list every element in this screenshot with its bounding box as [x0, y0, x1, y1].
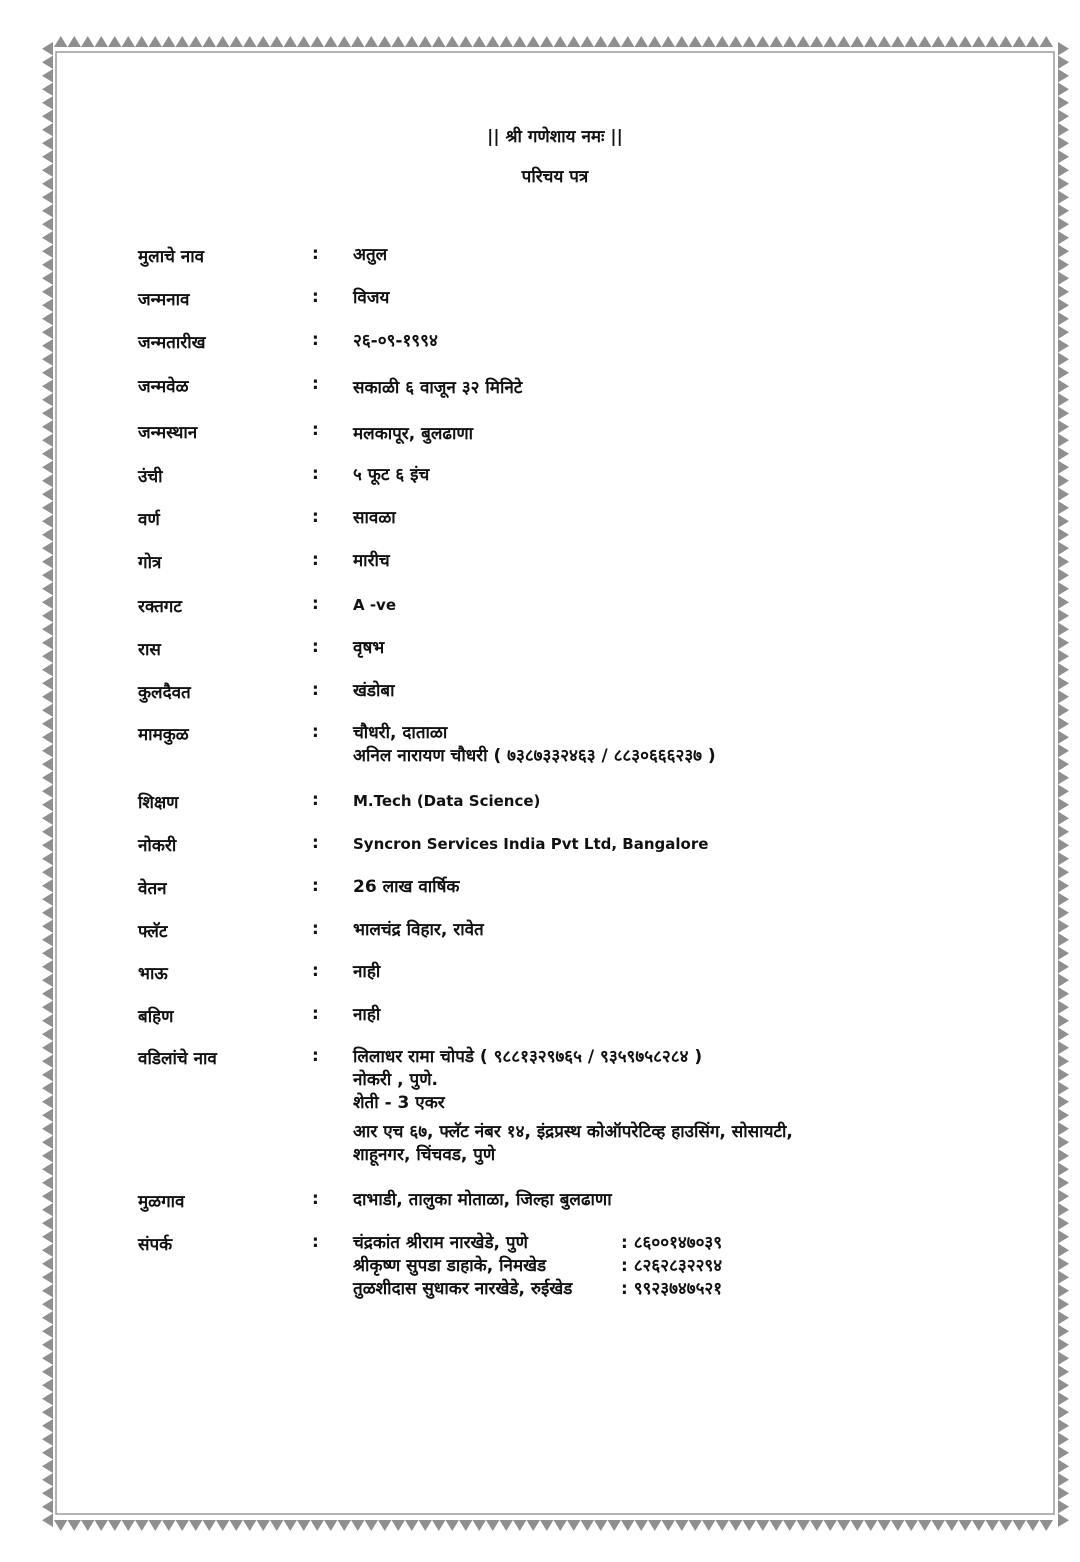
mamkul-line-2: अनिल नारायण चौधरी ( ७३८७३३२४६३ / ८८३०६६६२३७ ) [353, 746, 716, 766]
father-line-3: शेती - 3 एकर [353, 1093, 445, 1113]
separator: : [312, 464, 319, 484]
label-contact: संपर्क [138, 1235, 173, 1255]
separator: : [312, 680, 319, 700]
separator: : [312, 1046, 319, 1066]
invocation: || श्री गणेशाय नमः || [487, 127, 623, 147]
value-kuldaivat: खंडोबा [353, 681, 395, 701]
label-complexion: वर्ण [138, 510, 160, 530]
separator: : [312, 722, 319, 742]
contact-phone: : ९९२३७४७५२१ [621, 1279, 723, 1299]
separator: : [312, 1232, 319, 1252]
label-native: मुळगाव [138, 1192, 185, 1212]
page-title: परिचय पत्र [521, 167, 589, 187]
father-line-5: शाहूनगर, चिंचवड, पुणे [353, 1145, 496, 1165]
contact-phone: : ८६००१४७०३९ [621, 1233, 723, 1253]
value-blood-group: A -ve [353, 596, 397, 614]
father-line-4: आर एच ६७, फ्लॅट नंबर १४, इंद्रप्रस्थ कोऑपरेटिव्ह हाउसिंग, सोसायटी, [353, 1122, 793, 1142]
label-kuldaivat: कुलदैवत [138, 683, 191, 703]
label-height: उंची [138, 467, 163, 487]
label-birth-place: जन्मस्थान [138, 423, 198, 443]
label-father: वडिलांचे नाव [138, 1049, 217, 1069]
value-brother: नाही [353, 962, 381, 982]
separator: : [312, 244, 319, 264]
separator: : [312, 550, 319, 570]
separator: : [312, 876, 319, 896]
value-name: अतुल [353, 245, 388, 265]
contact-name: श्रीकृष्ण सुपडा डाहाके, निमखेड [353, 1256, 547, 1276]
contact-name: चंद्रकांत श्रीराम नारखेडे, पुणे [353, 1233, 528, 1253]
label-blood-group: रक्तगट [138, 597, 182, 617]
value-job: Syncron Services India Pvt Ltd, Bangalore [353, 835, 709, 853]
label-flat: फ्लॅट [138, 922, 168, 942]
label-gotra: गोत्र [138, 553, 162, 573]
value-birth-time: सकाळी ६ वाजून ३२ मिनिटे [353, 378, 523, 398]
label-mamkul: मामकुळ [138, 725, 189, 745]
value-native: दाभाडी, तालुका मोताळा, जिल्हा बुलढाणा [353, 1190, 612, 1210]
contact-phone: : ८२६२८३२२९४ [621, 1256, 723, 1276]
label-job: नोकरी [138, 836, 177, 856]
label-birth-name: जन्मनाव [138, 290, 190, 310]
label-dob: जन्मतारीख [138, 333, 206, 353]
value-mamkul [353, 722, 716, 768]
label-brother: भाऊ [138, 964, 168, 984]
separator: : [312, 374, 319, 394]
value-complexion: सावळा [353, 508, 396, 528]
value-birth-name: विजय [353, 288, 390, 308]
separator: : [312, 637, 319, 657]
value-father [353, 1046, 793, 1167]
label-sister: बहिण [138, 1007, 174, 1027]
label-rashi: रास [138, 640, 161, 660]
separator: : [312, 507, 319, 527]
separator: : [312, 1189, 319, 1209]
father-line-1: लिलाधर रामा चोपडे ( ९८८१३२९७६५ / ९३५९७५८२८४ ) [353, 1047, 703, 1067]
separator: : [312, 790, 319, 810]
value-sister: नाही [353, 1005, 381, 1025]
separator: : [312, 1004, 319, 1024]
value-birth-place: मलकापूर, बुलढाणा [353, 424, 474, 444]
separator: : [312, 420, 319, 440]
separator: : [312, 594, 319, 614]
value-salary: 26 लाख वार्षिक [353, 877, 460, 897]
separator: : [312, 919, 319, 939]
separator: : [312, 330, 319, 350]
separator: : [312, 287, 319, 307]
label-education: शिक्षण [138, 793, 179, 813]
value-flat: भालचंद्र विहार, रावेत [353, 920, 484, 940]
value-dob: २६-०९-१९९४ [353, 331, 438, 351]
value-height: ५ फूट ६ इंच [353, 465, 430, 485]
value-education: M.Tech (Data Science) [353, 792, 541, 810]
contact-name: तुळशीदास सुधाकर नारखेडे, रुईखेड [353, 1279, 573, 1299]
value-rashi: वृषभ [353, 638, 385, 658]
father-line-2: नोकरी , पुणे. [353, 1070, 438, 1090]
separator: : [312, 833, 319, 853]
value-gotra: मारीच [353, 551, 390, 571]
label-birth-time: जन्मवेळ [138, 377, 189, 397]
label-name: मुलाचे नाव [138, 247, 205, 267]
separator: : [312, 961, 319, 981]
mamkul-line-1: चौधरी, दाताळा [353, 723, 448, 743]
label-salary: वेतन [138, 879, 167, 899]
